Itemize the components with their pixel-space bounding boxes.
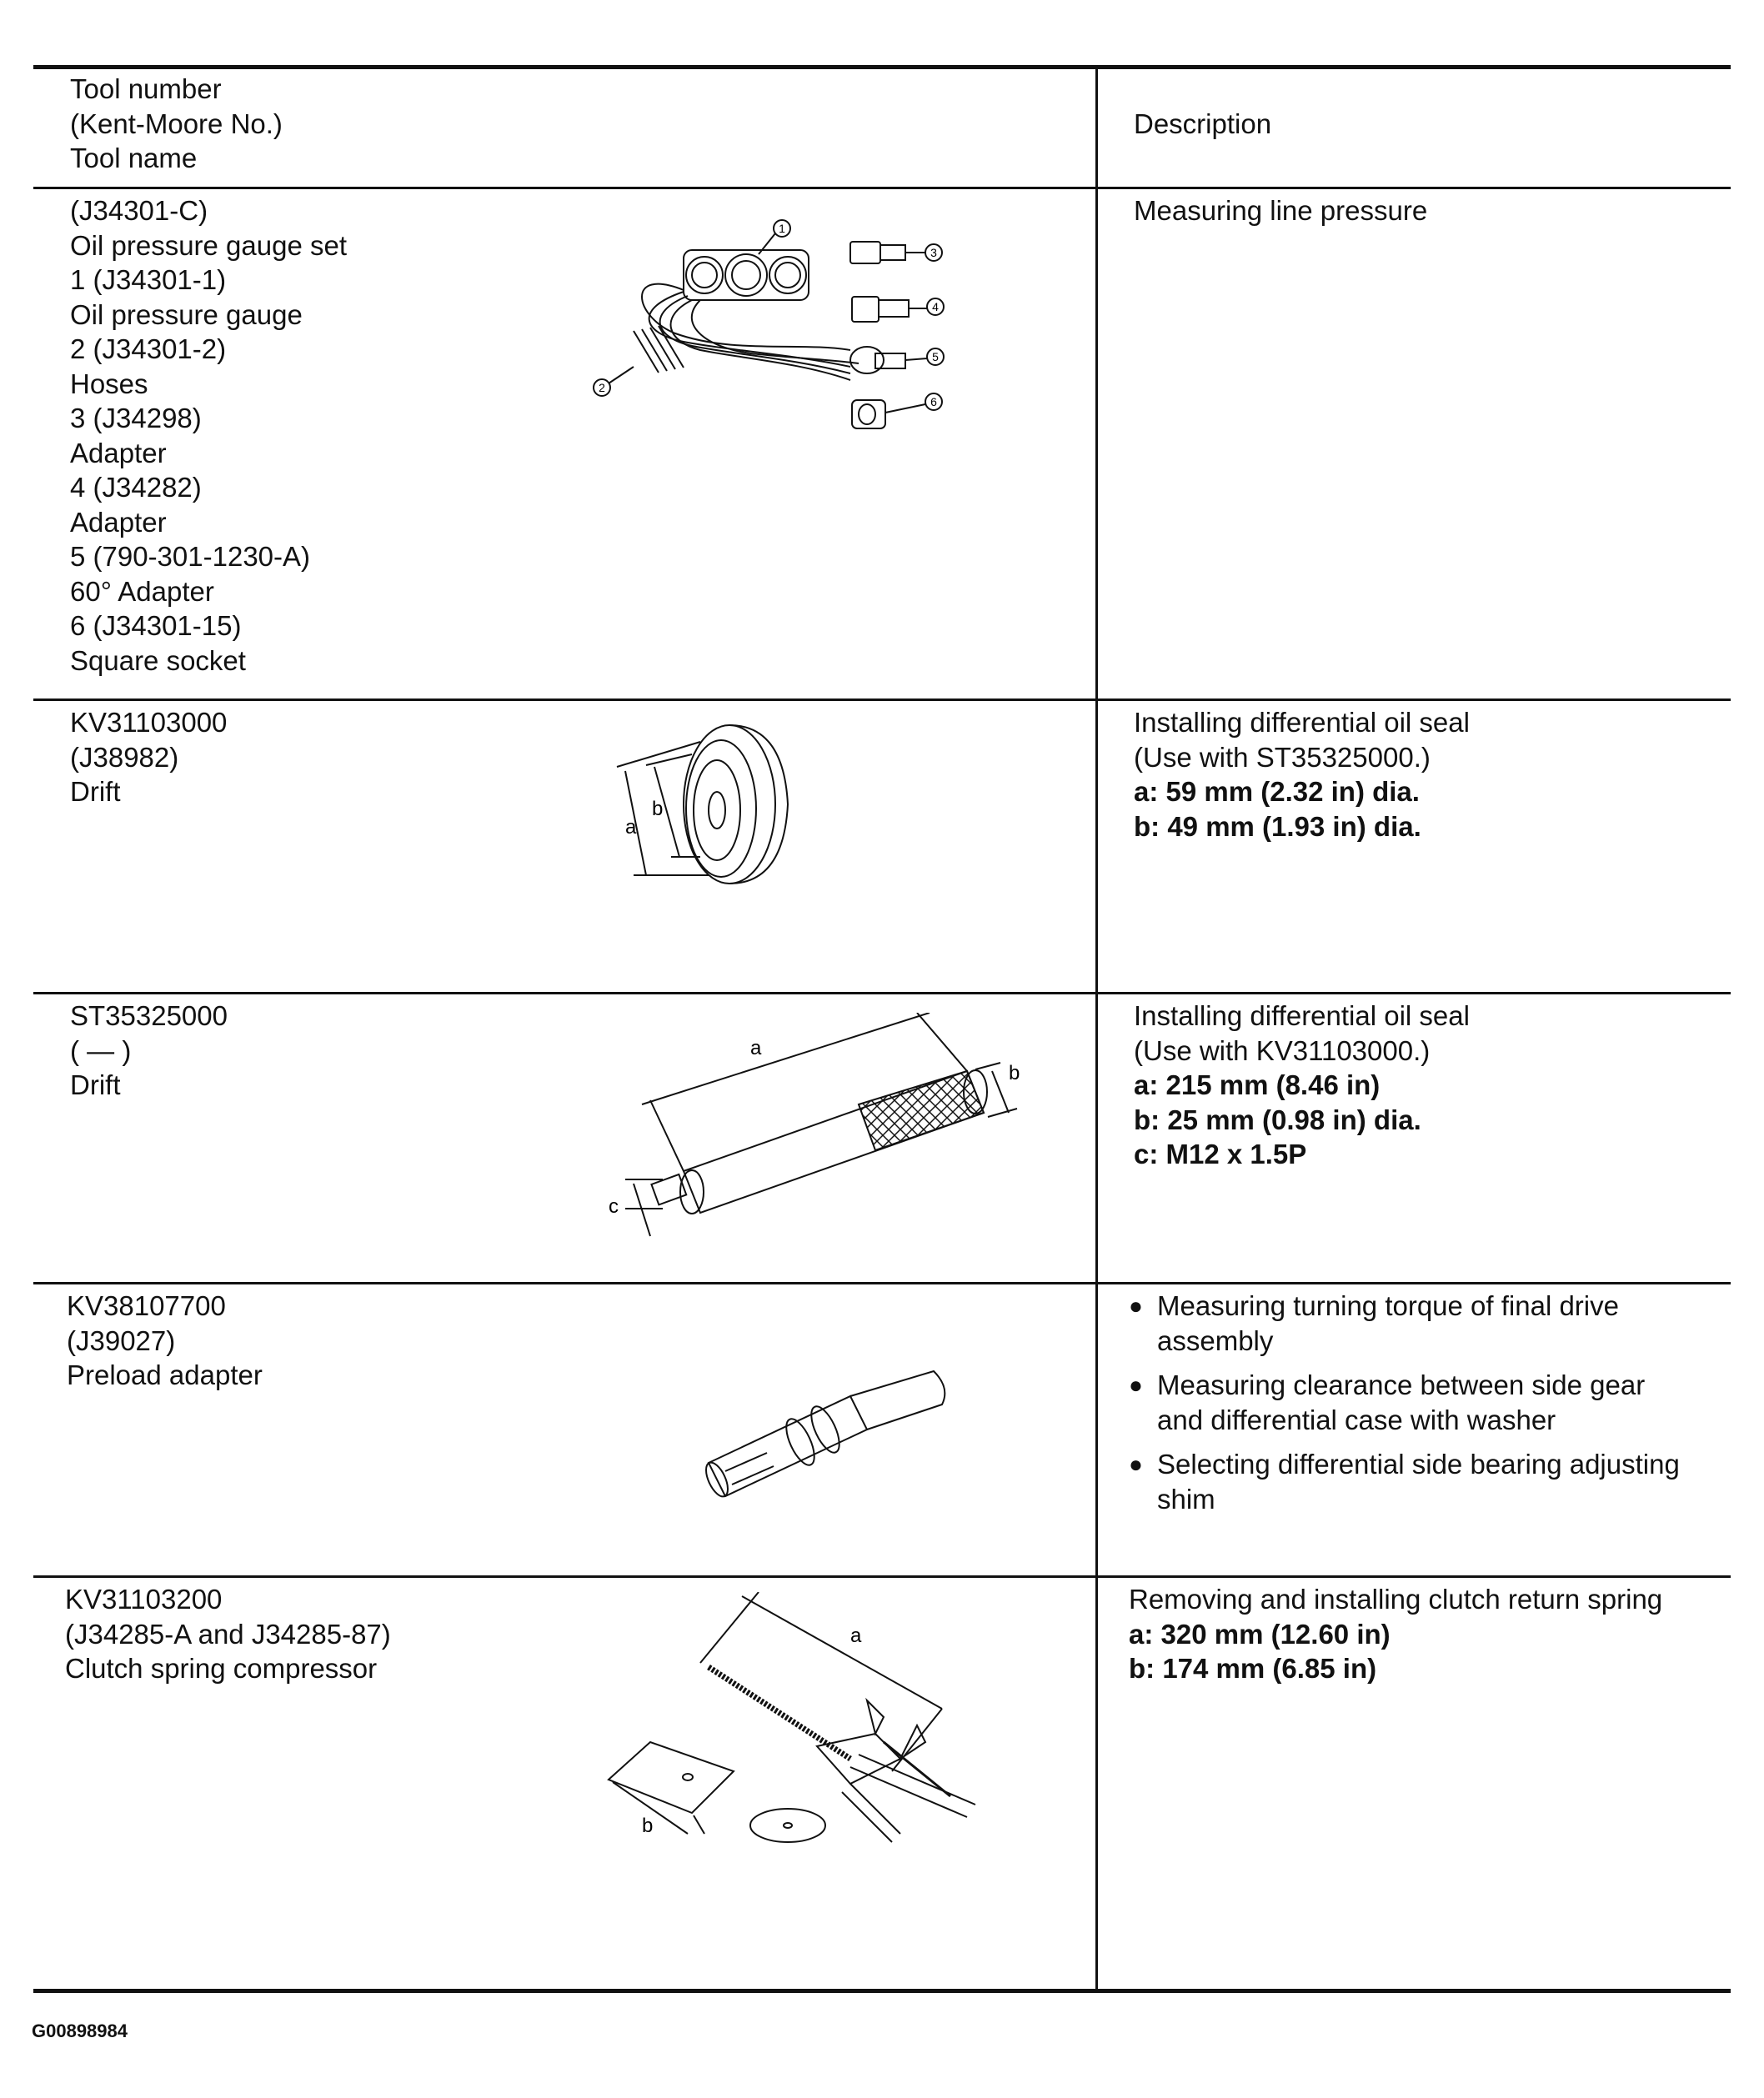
dimension-label-c: c bbox=[609, 1195, 619, 1218]
header-kent-moore: (Kent-Moore No.) bbox=[70, 108, 283, 139]
row2-note: (Use with ST35325000.) bbox=[1134, 741, 1431, 773]
row3-spec-c: c: M12 x 1.5P bbox=[1134, 1139, 1307, 1169]
row5-description bbox=[1129, 1582, 1662, 1686]
row5-tool-info: KV31103200 (J34285-A and J34285-87) Clutch spring compressor bbox=[65, 1584, 391, 1684]
dimension-label-a: a bbox=[750, 1037, 762, 1059]
row3-note: (Use with KV31103000.) bbox=[1134, 1034, 1431, 1066]
row4-tool-info: KV38107700 (J39027) Preload adapter bbox=[67, 1290, 263, 1390]
row-divider-2 bbox=[33, 992, 1731, 994]
row4-bullet-1: ● Measuring turning torque of final drive assembly bbox=[1129, 1289, 1696, 1358]
row3-desc-text: Installing differential oil seal bbox=[1134, 1000, 1470, 1031]
drift-st35325000-figure bbox=[609, 1013, 1042, 1246]
table-top-rule bbox=[33, 65, 1731, 69]
row4-bullet-3: ● Selecting differential side bearing adjusting shim bbox=[1129, 1447, 1696, 1516]
figure-label-2: 2 bbox=[599, 381, 605, 394]
oil-pressure-gauge-set-figure bbox=[584, 217, 967, 433]
row3-description bbox=[1134, 999, 1470, 1172]
dimension-label-a: a bbox=[850, 1625, 862, 1647]
row5-desc-text: Removing and installing clutch return spring bbox=[1129, 1584, 1663, 1615]
figure-label-1: 1 bbox=[779, 222, 785, 235]
dimension-label-b: b bbox=[1009, 1062, 1020, 1084]
figure-code: G00898984 bbox=[32, 2020, 128, 2041]
clutch-spring-compressor-figure bbox=[600, 1592, 984, 1859]
row2-tool-info: KV31103000 (J38982) Drift bbox=[70, 707, 228, 807]
row-divider-4 bbox=[33, 1575, 1731, 1578]
figure-label-4: 4 bbox=[932, 300, 939, 313]
dimension-label-a: a bbox=[625, 816, 637, 839]
row2-spec-b: b: 49 mm (1.93 in) dia. bbox=[1134, 810, 1421, 842]
row-divider-3 bbox=[33, 1282, 1731, 1284]
row4-bullet-2: ● Measuring clearance between side gear and differential case with washer bbox=[1129, 1368, 1696, 1437]
row1-desc-text: Measuring line pressure bbox=[1134, 195, 1428, 226]
header-description: Description bbox=[1134, 108, 1272, 139]
row1-description bbox=[1134, 193, 1427, 228]
row2-desc-text: Installing differential oil seal bbox=[1134, 707, 1470, 738]
row2-spec-a: a: 59 mm (2.32 in) dia. bbox=[1134, 776, 1420, 807]
figure-label-6: 6 bbox=[930, 395, 937, 408]
header-tool-number: Tool number bbox=[70, 73, 222, 104]
preload-adapter-figure bbox=[700, 1363, 950, 1513]
row3-spec-b: b: 25 mm (0.98 in) dia. bbox=[1134, 1104, 1421, 1135]
row4-description bbox=[1129, 1289, 1696, 1526]
table-bottom-rule bbox=[33, 1989, 1731, 1993]
row5-spec-a: a: 320 mm (12.60 in) bbox=[1129, 1618, 1391, 1650]
header-tool-column bbox=[70, 72, 283, 176]
figure-label-5: 5 bbox=[932, 350, 939, 363]
row-divider-1 bbox=[33, 698, 1731, 701]
dimension-label-b: b bbox=[652, 798, 664, 820]
row2-description bbox=[1134, 705, 1470, 844]
row3-tool-info: ST35325000 ( — ) Drift bbox=[70, 1000, 228, 1100]
figure-label-3: 3 bbox=[930, 246, 937, 259]
dimension-label-b: b bbox=[642, 1815, 654, 1837]
row1-tool-info: (J34301-C) Oil pressure gauge set 1 (J34301-1) Oil pressure gauge 2 (J34301-2) Hoses 3 (J34298) Adapter 4 (J34282) Adapter 5 (790-301-1230-A) 60° Adapter 6 (J34301-15) Square socket bbox=[70, 195, 348, 676]
drift-kv31103000-figure bbox=[609, 717, 809, 892]
column-divider bbox=[1095, 68, 1098, 1990]
header-tool-name: Tool name bbox=[70, 143, 198, 173]
row5-spec-b: b: 174 mm (6.85 in) bbox=[1129, 1653, 1377, 1684]
row3-spec-a: a: 215 mm (8.46 in) bbox=[1134, 1069, 1381, 1100]
header-divider bbox=[33, 187, 1731, 189]
